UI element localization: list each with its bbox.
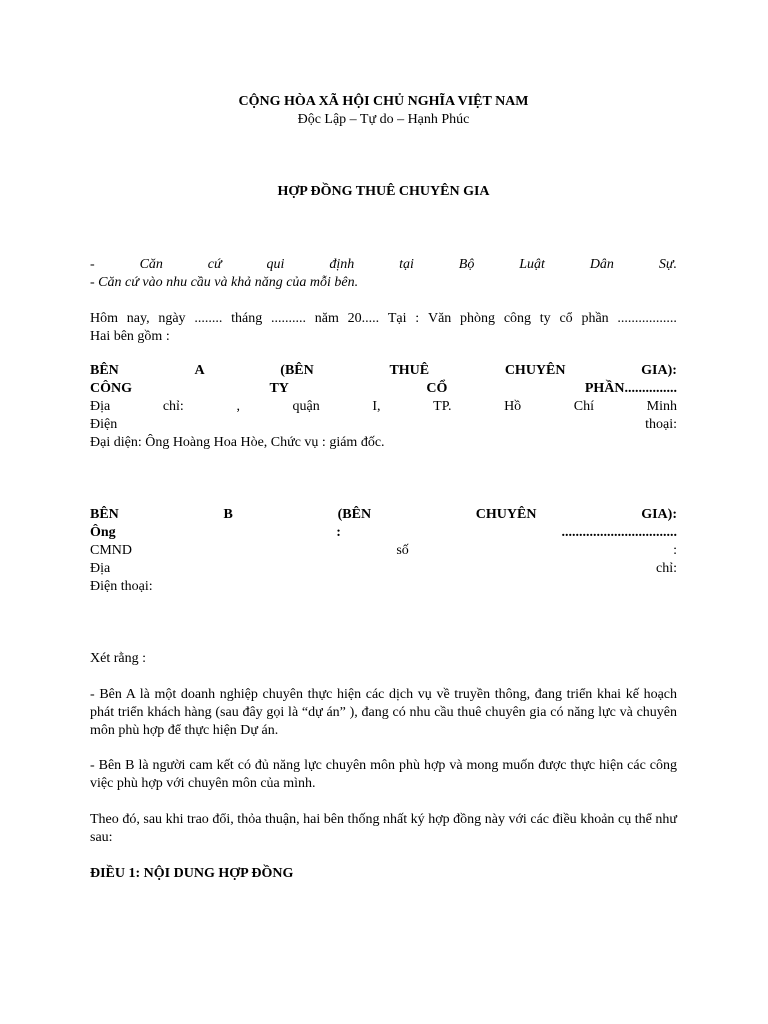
whereas-paragraph-3: Theo đó, sau khi trao đổi, thỏa thuận, hai bên thống nhất ký hợp đồng này với các điều khoản cụ thể như sau: [90, 812, 677, 845]
word: THUÊ [389, 363, 430, 378]
word: , [236, 399, 240, 414]
article-1-heading: ĐIỀU 1: NỘI DUNG HỢP ĐỒNG [90, 866, 294, 881]
country-name: CỘNG HÒA XÃ HỘI CHỦ NGHĨA VIỆT NAM [238, 94, 529, 109]
word: chỉ: [656, 561, 677, 576]
document-header [90, 93, 677, 129]
whereas-paragraph-2: - Bên B là người cam kết có đủ năng lực chuyên môn phù hợp và mong muốn được thực hiện các công việc phù hợp với chuyên môn của mình. [90, 758, 677, 791]
word: Địa [90, 399, 111, 414]
national-motto: Độc Lập – Tự do – Hạnh Phúc [297, 112, 470, 127]
party-a-address [90, 398, 677, 416]
word: Luật [519, 257, 545, 272]
party-b-heading [90, 506, 677, 524]
word: CỔ [426, 381, 448, 396]
word: A [194, 363, 205, 378]
word: CÔNG [90, 381, 132, 396]
word: phòng [460, 311, 496, 326]
whereas-heading: Xét rằng : [90, 651, 146, 666]
word: Địa [90, 561, 111, 576]
word: Tại [387, 311, 407, 326]
word: 20..... [347, 311, 380, 326]
legal-bases [90, 256, 677, 292]
word: : [336, 525, 341, 540]
word: ........ [194, 311, 223, 326]
word: .......... [270, 311, 306, 326]
word: năm [314, 311, 339, 326]
intro-section [90, 310, 677, 346]
word: quận [292, 399, 320, 414]
word: B [223, 507, 233, 522]
word: Bộ [458, 257, 475, 272]
party-a-representative: Đại diện: Ông Hoàng Hoa Hòe, Chức vụ : giám đốc. [90, 435, 385, 450]
word: Văn [427, 311, 452, 326]
word: CMND [90, 543, 133, 558]
party-a-section [90, 362, 677, 452]
document-page [90, 0, 677, 1024]
party-a-company [90, 380, 677, 398]
word: công [503, 311, 532, 326]
word: Hôm [90, 311, 118, 326]
word: chỉ: [162, 399, 184, 414]
word: : [415, 311, 420, 326]
basis-line-1 [90, 256, 677, 274]
word: ................................. [561, 525, 677, 540]
party-a-phone [90, 416, 677, 434]
word: BÊN [90, 363, 119, 378]
word: TY [269, 381, 289, 396]
word: GIA): [641, 507, 677, 522]
word: qui [266, 257, 285, 272]
party-b-phone: Điện thoại: [90, 579, 153, 594]
word: định [329, 257, 355, 272]
word: Chí [573, 399, 595, 414]
word: : [673, 543, 677, 558]
word: nay, [126, 311, 150, 326]
word: ngày [158, 311, 186, 326]
party-b-id [90, 542, 677, 560]
word: Hồ [504, 399, 522, 414]
party-b-section [90, 506, 677, 596]
word: Minh [646, 399, 677, 414]
word: số [396, 543, 409, 558]
party-a-heading [90, 362, 677, 380]
word: cứ [207, 257, 222, 272]
word: phần [581, 311, 609, 326]
word: BÊN [90, 507, 119, 522]
word: GIA): [641, 363, 677, 378]
word: (BÊN [337, 507, 372, 522]
word: I, [372, 399, 381, 414]
word: ................. [617, 311, 677, 326]
basis-line-2: - Căn cứ vào nhu cầu và khả năng của mỗi bên. [90, 275, 359, 290]
word: Ông [90, 525, 116, 540]
word: tháng [231, 311, 263, 326]
word: - [90, 257, 95, 272]
word: tại [399, 257, 414, 272]
word: Điện [90, 417, 118, 432]
date-location-line [90, 310, 677, 328]
word: thoại: [645, 417, 677, 432]
word: CHUYÊN [504, 363, 566, 378]
word: (BÊN [280, 363, 314, 378]
word: cổ [559, 311, 573, 326]
contract-title: HỢP ĐỒNG THUÊ CHUYÊN GIA [277, 184, 490, 199]
word: Dân [589, 257, 614, 272]
word: Căn [139, 257, 163, 272]
whereas-paragraph-1: - Bên A là một doanh nghiệp chuyên thực hiện các dịch vụ về truyền thông, đang triển khai kế hoạch phát triển khách hàng (sau đây gọi là “dự án” ), đang có nhu cầu thuê chuyên gia có năng lực và chuyên môn phù hợp để thực hiện Dự án. [90, 687, 677, 738]
parties-line: Hai bên gồm : [90, 329, 170, 344]
word: CHUYÊN [475, 507, 537, 522]
word: Sự. [658, 257, 677, 272]
word: PHẦN............... [584, 381, 677, 396]
party-b-name [90, 524, 677, 542]
party-b-address [90, 560, 677, 578]
word: TP. [433, 399, 452, 414]
word: ty [539, 311, 551, 326]
